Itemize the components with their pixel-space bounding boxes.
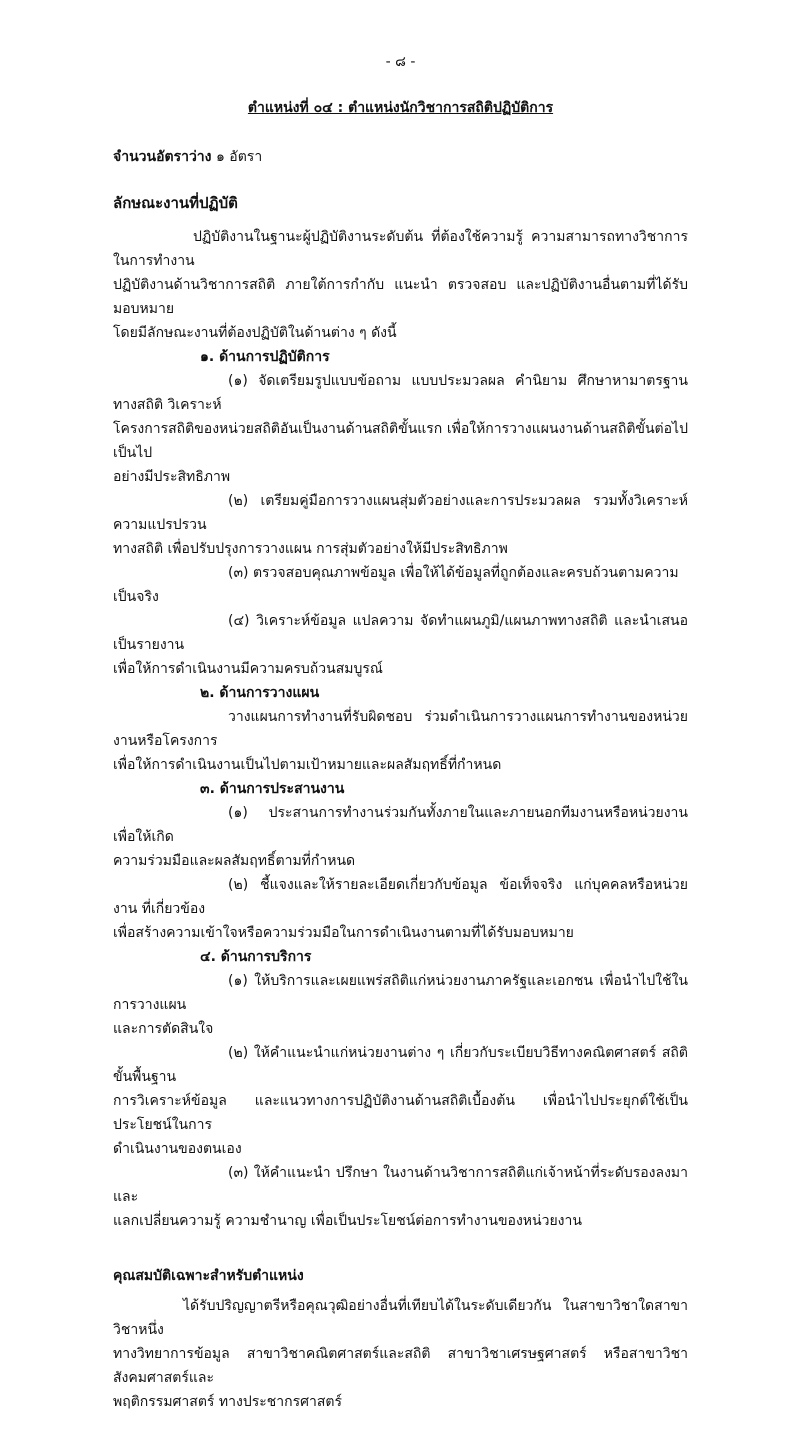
section-line: อย่างมีประสิทธิภาพ — [113, 469, 231, 485]
section-line: เพื่อให้การดำเนินงานเป็นไปตามเป้าหมายและผลสัมฤทธิ์ที่กำหนด — [113, 757, 502, 773]
duties-heading: ลักษณะงานที่ปฏิบัติ — [113, 194, 238, 212]
duties-intro-line: โดยมีลักษณะงานที่ต้องปฏิบัติในด้านต่าง ๆ ดังนี้ — [113, 325, 397, 341]
section-line: (๒) ชี้แจงและให้รายละเอียดเกี่ยวกับข้อมูล ข้อเท็จจริง แก่บุคคลหรือหน่วยงาน ที่เกี่ยวข้อง — [113, 877, 688, 917]
section-line: และการตัดสินใจ — [113, 1021, 214, 1037]
section-line: (๓) ให้คำแนะนำ ปรึกษา ในงานด้านวิชาการสถิติแก่เจ้าหน้าที่ระดับรองลงมาและ — [113, 1165, 688, 1205]
section-line: (๒) เตรียมคู่มือการวางแผนสุ่มตัวอย่างและการประมวลผล รวมทั้งวิเคราะห์ความแปรปรวน — [113, 493, 688, 533]
vacancy-label: จำนวนอัตราว่าง — [113, 149, 212, 165]
section-line: (๓) ตรวจสอบคุณภาพข้อมูล เพื่อให้ได้ข้อมูลที่ถูกต้องและครบถ้วนตามความเป็นจริง — [113, 565, 679, 605]
section-line: เพื่อสร้างความเข้าใจหรือความร่วมมือในการดำเนินงานตามที่ได้รับมอบหมาย — [113, 925, 574, 941]
section-line: การวิเคราะห์ข้อมูล และแนวทางการปฏิบัติงานด้านสถิติเบื้องต้น เพื่อนำไปประยุกต์ใช้เป็นประโยชน์ในการ — [113, 1093, 688, 1133]
section-line: วางแผนการทำงานที่รับผิดชอบ ร่วมดำเนินการวางแผนการทำงานของหน่วยงานหรือโครงการ — [113, 709, 688, 749]
section-line: เพื่อให้การดำเนินงานมีความครบถ้วนสมบูรณ์ — [113, 661, 383, 677]
section-line: โครงการสถิติของหน่วยสถิติอันเป็นงานด้านสถิติขั้นแรก เพื่อให้การวางแผนงานด้านสถิติขั้นต่อไปเป็นไป — [113, 421, 688, 461]
section-line: (๑) ประสานการทำงานร่วมกันทั้งภายในและภายนอกทีมงานหรือหน่วยงาน เพื่อให้เกิด — [113, 805, 688, 845]
qualifications-heading: คุณสมบัติเฉพาะสำหรับตำแหน่ง — [113, 1268, 304, 1284]
section-heading: ๓. ด้านการประสานงาน — [200, 781, 345, 797]
qualifications-line: ทางวิทยาการข้อมูล สาขาวิชาคณิตศาสตร์และสถิติ สาขาวิชาเศรษฐศาสตร์ หรือสาขาวิชาสังคมศาสตร์และ — [113, 1346, 688, 1386]
section-line: (๒) ให้คำแนะนำแก่หน่วยงานต่าง ๆ เกี่ยวกับระเบียบวิธีทางคณิตศาสตร์ สถิติขั้นพื้นฐาน — [113, 1045, 688, 1085]
qualifications-line: พฤติกรรมศาสตร์ ทางประชากรศาสตร์ — [113, 1394, 343, 1410]
section-line: ดำเนินงานของตนเอง — [113, 1141, 242, 1157]
duties-intro-line: ปฏิบัติงานในฐานะผู้ปฏิบัติงานระดับต้น ที่ต้องใช้ความรู้ ความสามารถทางวิชาการในการทำงาน — [113, 229, 688, 269]
section-line: แลกเปลี่ยนความรู้ ความชำนาญ เพื่อเป็นประโยชน์ต่อการทำงานของหน่วยงาน — [113, 1213, 582, 1229]
section-line: ทางสถิติ เพื่อปรับปรุงการวางแผน การสุ่มตัวอย่างให้มีประสิทธิภาพ — [113, 541, 508, 557]
section-heading: ๑. ด้านการปฏิบัติการ — [200, 349, 330, 365]
duties-intro-line: ปฏิบัติงานด้านวิชาการสถิติ ภายใต้การกำกับ แนะนำ ตรวจสอบ และปฏิบัติงานอื่นตามที่ได้รับมอบหมาย — [113, 277, 688, 317]
page-number: - ๘ - — [385, 54, 416, 70]
section-line: (๔) วิเคราะห์ข้อมูล แปลความ จัดทำแผนภูมิ/แผนภาพทางสถิติ และนำเสนอเป็นรายงาน — [113, 613, 688, 653]
vacancy-value: ๑ อัตรา — [215, 149, 263, 165]
qualifications-line: ได้รับปริญญาตรีหรือคุณวุฒิอย่างอื่นที่เทียบได้ในระดับเดียวกัน ในสาขาวิชาใดสาขาวิชาหนึ่ง — [113, 1298, 688, 1338]
page-title: ตำแหน่งที่ ๐๔ : ตำแหน่งนักวิชาการสถิติปฏิบัติการ — [247, 100, 554, 116]
section-line: (๑) ให้บริการและเผยแพร่สถิติแก่หน่วยงานภาครัฐและเอกชน เพื่อนำไปใช้ในการวางแผน — [113, 973, 688, 1013]
section-heading: ๒. ด้านการวางแผน — [200, 685, 320, 701]
section-line: (๑) จัดเตรียมรูปแบบข้อถาม แบบประมวลผล คำนิยาม ศึกษาหามาตรฐานทางสถิติ วิเคราะห์ — [113, 373, 688, 413]
vacancy — [113, 147, 688, 167]
section-line: ความร่วมมือและผลสัมฤทธิ์ตามที่กำหนด — [113, 853, 356, 869]
section-heading: ๔. ด้านการบริการ — [200, 949, 312, 965]
